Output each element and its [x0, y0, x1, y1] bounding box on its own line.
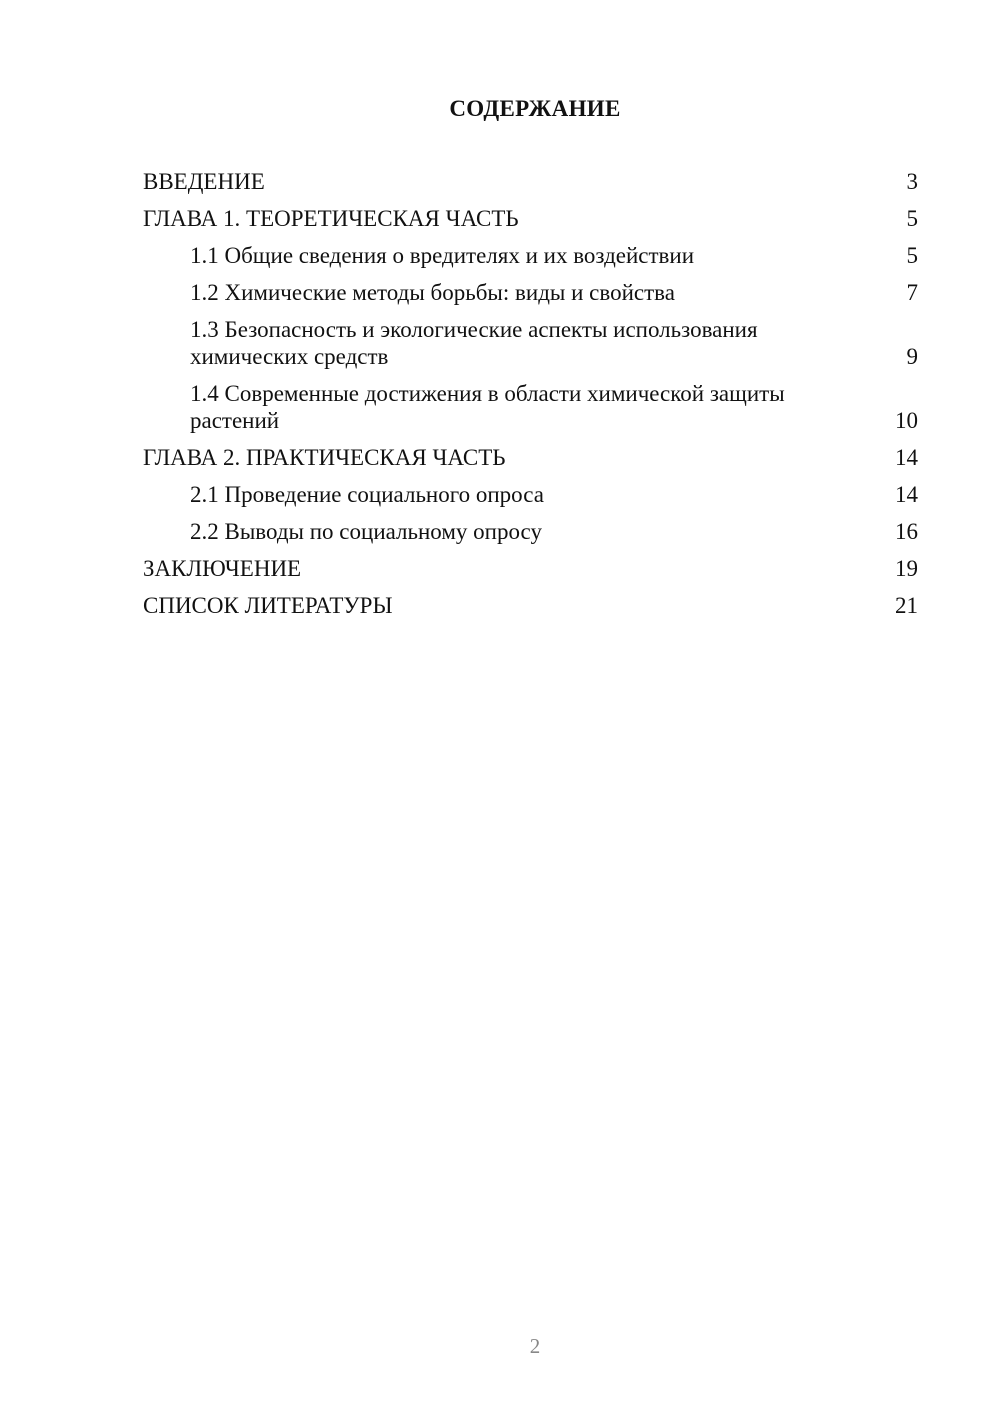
toc-entry-page: 5: [906, 206, 918, 231]
toc-entry-page: 16: [895, 519, 918, 544]
toc-entry-text: СПИСОК ЛИТЕРАТУРЫ: [143, 593, 393, 618]
toc-entry-text: 1.2 Химические методы борьбы: виды и свойства: [190, 280, 675, 305]
toc-entry-section-1-4: [143, 380, 918, 434]
toc-entry-page: 14: [895, 482, 918, 507]
toc-entry-section-1-2: [143, 279, 918, 306]
toc-entry-text: ГЛАВА 1. ТЕОРЕТИЧЕСКАЯ ЧАСТЬ: [143, 206, 519, 231]
toc-entry-text: 2.2 Выводы по социальному опросу: [190, 519, 542, 544]
toc-entry-section-2-1: [143, 481, 918, 508]
toc-entry-text: 2.1 Проведение социального опроса: [190, 482, 544, 507]
toc-entry-page: 10: [895, 408, 918, 433]
toc-entry-page: 5: [906, 243, 918, 268]
toc-entry-page: 9: [906, 344, 918, 369]
toc-entry-text: 1.1 Общие сведения о вредителях и их воздействии: [190, 243, 695, 268]
toc-entry-chapter-2: [143, 444, 918, 471]
toc-entry-text: 1.4 Современные достижения в области химической защиты растений: [190, 381, 785, 433]
toc-entry-page: 7: [906, 280, 918, 305]
toc-entry-conclusion: [143, 555, 918, 582]
toc-entry-references: [143, 592, 918, 619]
toc-title: СОДЕРЖАНИЕ: [449, 96, 621, 121]
toc-entry-text: ВВЕДЕНИЕ: [143, 169, 265, 194]
toc-entry-text: ЗАКЛЮЧЕНИЕ: [143, 556, 302, 581]
page-number: 2: [529, 1334, 541, 1358]
toc-entry-section-2-2: [143, 518, 918, 545]
toc-entry-introduction: [143, 168, 918, 195]
table-of-contents: [143, 168, 918, 629]
toc-entry-section-1-1: [143, 242, 918, 269]
toc-entry-page: 14: [895, 445, 918, 470]
toc-entry-page: 3: [906, 169, 918, 194]
toc-entry-page: 19: [895, 556, 918, 581]
toc-entry-text: 1.3 Безопасность и экологические аспекты использования химических средств: [190, 317, 758, 369]
toc-entry-text: ГЛАВА 2. ПРАКТИЧЕСКАЯ ЧАСТЬ: [143, 445, 506, 470]
toc-entry-section-1-3: [143, 316, 918, 370]
toc-entry-page: 21: [895, 593, 918, 618]
toc-entry-chapter-1: [143, 205, 918, 232]
